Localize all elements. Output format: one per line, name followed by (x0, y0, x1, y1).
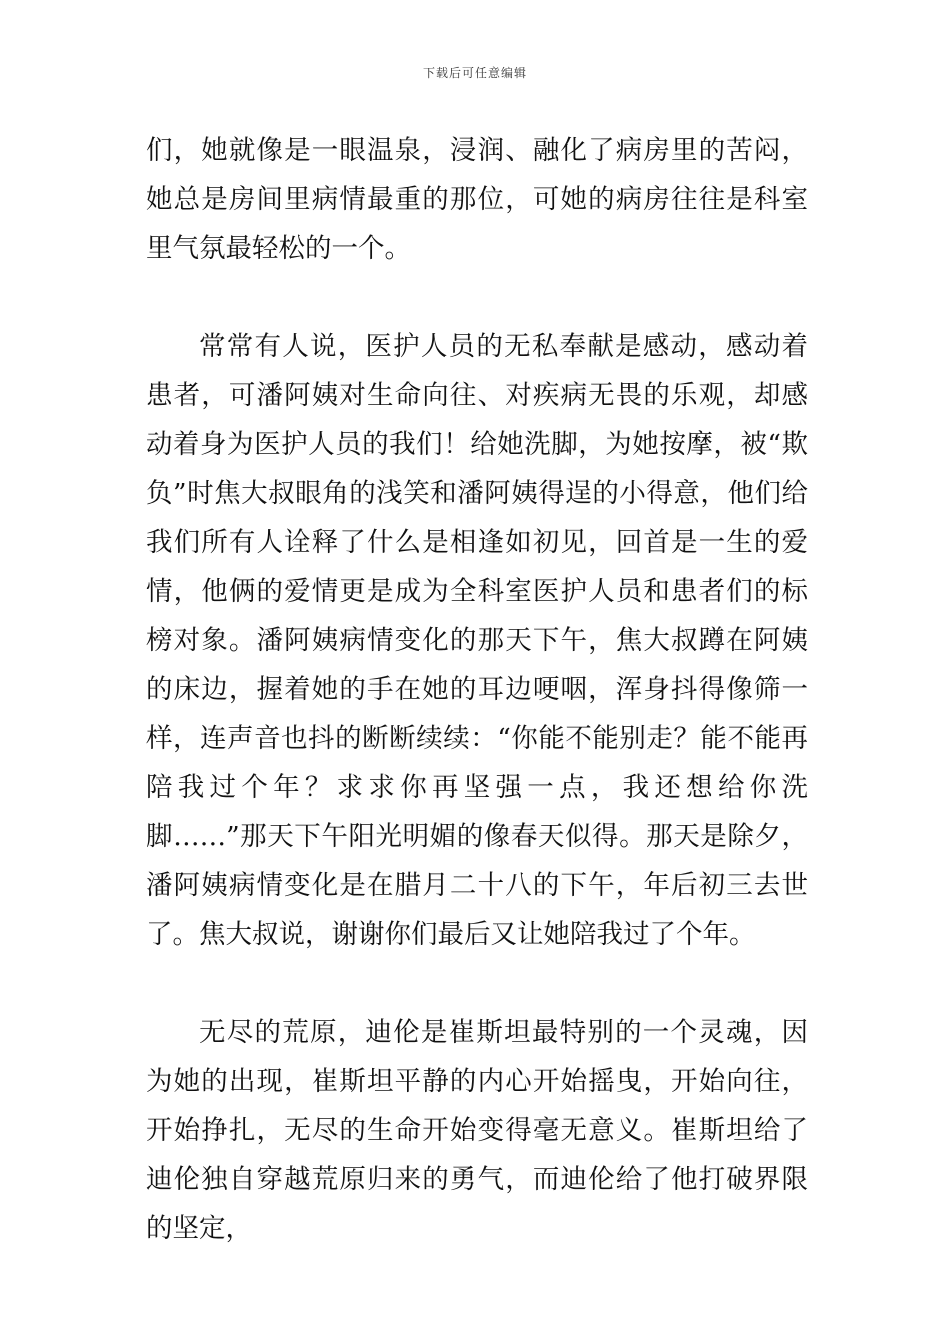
page-header: 下载后可任意编辑 (422, 66, 527, 80)
document-body (146, 126, 808, 1253)
paragraph-2: 常常有人说，医护人员的无私奉献是感动，感动着患者，可潘阿姨对生命向往、对疾病无畏的乐观，却感动着身为医护人员的我们！给她洗脚，为她按摩，被“欺负”时焦大叔眼角的浅笑和潘阿姨得逞的小得意，他们给我们所有人诠释了什么是相逢如初见，回首是一生的爱情，他俩的爱情更是成为全科室医护人员和患者们的标榜对象。潘阿姨病情变化的那天下午，焦大叔蹲在阿姨的床边，握着她的手在她的耳边哽咽，浑身抖得像筛一样，连声音也抖的断断续续：“你能不能别走？能不能再陪我过个年？求求你再坚强一点，我还想给你洗脚……”那天下午阳光明媚的像春天似得。那天是除夕，潘阿姨病情变化是在腊月二十八的下午，年后初三去世了。焦大叔说，谢谢你们最后又让她陪我过了个年。 (146, 331, 808, 950)
paragraph-1: 们，她就像是一眼温泉，浸润、融化了病房里的苦闷，她总是房间里病情最重的那位，可她的病房往往是科室里气氛最轻松的一个。 (146, 135, 808, 264)
paragraph-3: 无尽的荒原，迪伦是崔斯坦最特别的一个灵魂，因为她的出现，崔斯坦平静的内心开始摇曳，开始向往，开始挣扎，无尽的生命开始变得毫无意义。崔斯坦给了迪伦独自穿越荒原归来的勇气，而迪伦给了他打破界限的坚定， (146, 1017, 808, 1244)
